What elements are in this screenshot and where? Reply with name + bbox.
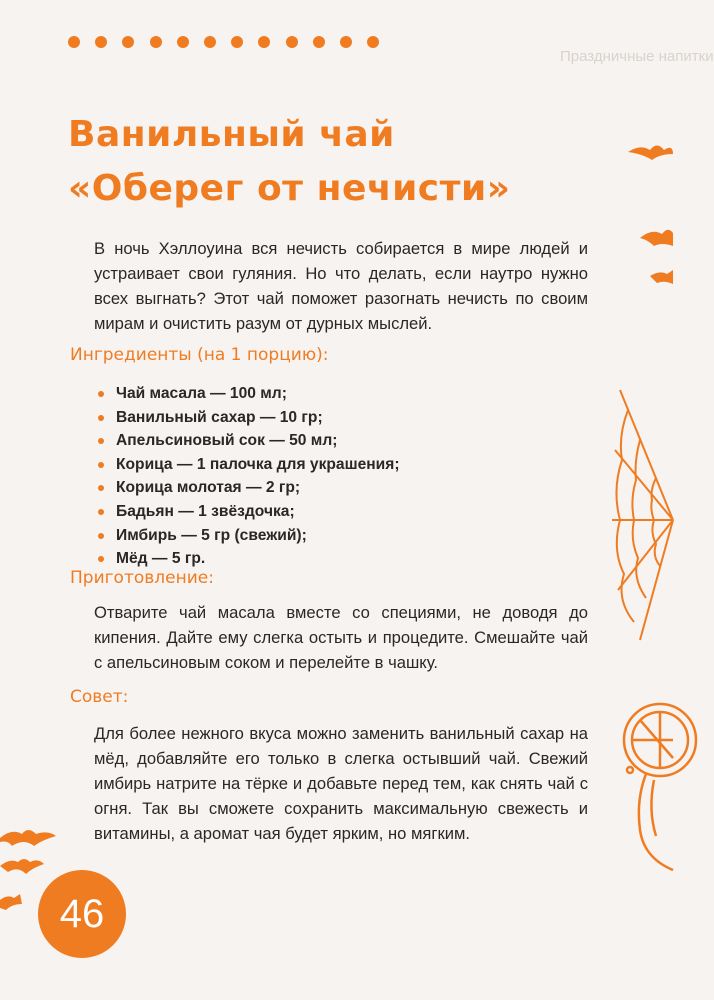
bat-icon bbox=[640, 230, 673, 246]
page-number-badge bbox=[38, 870, 126, 958]
bat-icon bbox=[0, 859, 44, 874]
list-item: Имбирь — 5 гр (свежий); bbox=[98, 524, 400, 548]
bat-icon bbox=[628, 146, 673, 161]
list-item: Корица молотая — 2 гр; bbox=[98, 476, 400, 500]
preparation-heading: Приготовление: bbox=[70, 568, 214, 588]
page-number: 46 bbox=[59, 891, 105, 936]
bat-icon bbox=[650, 270, 673, 284]
list-item: Корица — 1 палочка для украшения; bbox=[98, 453, 400, 477]
ingredients-heading: Ингредиенты (на 1 порцию): bbox=[70, 345, 329, 365]
tip-heading: Совет: bbox=[70, 687, 129, 707]
running-header: Праздничные напитки bbox=[560, 48, 714, 65]
list-item: Бадьян — 1 звёздочка; bbox=[98, 500, 400, 524]
list-item: Ванильный сахар — 10 гр; bbox=[98, 406, 400, 430]
mushroom-icon bbox=[624, 704, 696, 870]
preparation-paragraph: Отварите чай масала вместе со специями, не доводя до кипения. Дайте ему слегка остыть и процедите. Смешайте чай с апельсиновым соком и перелейте в чашку. bbox=[94, 603, 588, 672]
bat-icon bbox=[0, 894, 22, 910]
bat-icon bbox=[0, 830, 56, 846]
recipe-title-line-2: «Оберег от нечисти» bbox=[68, 168, 511, 209]
list-item: Мёд — 5 гр. bbox=[98, 547, 400, 571]
recipe-title-line-1: Ванильный чай bbox=[68, 114, 395, 155]
list-item: Чай масала — 100 мл; bbox=[98, 382, 400, 406]
tip-paragraph: Для более нежного вкуса можно заменить ванильный сахар на мёд, добавляйте его только в слегка остывший чай. Свежий имбирь натрите на тёрке и добавьте перед тем, как снять чай с огня. Так вы сможете сохранить максимальную свежесть и витамины, а аромат чая будет ярким, но мягким. bbox=[94, 724, 588, 843]
intro-paragraph: В ночь Хэллоуина вся нечисть собирается в мире людей и устраивает свои гуляния. Но что делать, если наутро нужно всех выгнать? Этот чай поможет разогнать нечисть по своим мирам и очистить разум от дурных мыслей. bbox=[94, 239, 588, 333]
spiderweb-icon bbox=[612, 390, 673, 640]
list-item: Апельсиновый сок — 50 мл; bbox=[98, 429, 400, 453]
